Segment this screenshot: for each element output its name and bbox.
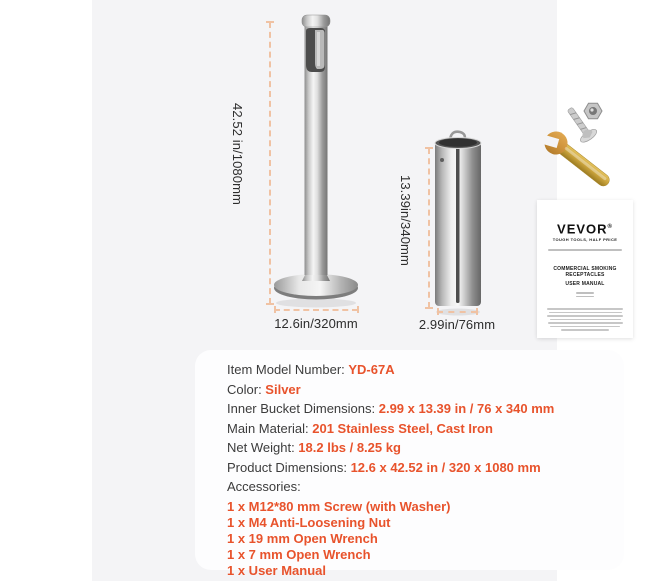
dim-tick <box>437 308 439 315</box>
manual-brand-logo: VEVOR® <box>557 221 613 237</box>
bucket-height-dim-line <box>428 148 430 308</box>
dim-tick <box>266 303 274 305</box>
manual-tagline: TOUGH TOOLS, HALF PRICE <box>552 237 618 243</box>
spec-label: Main Material: <box>227 420 313 436</box>
accessory-item: 1 x M4 Anti-Loosening Nut <box>227 514 391 530</box>
dim-tick <box>274 306 276 313</box>
accessories-list <box>227 499 608 579</box>
inner-bucket-image <box>430 126 486 318</box>
manual-title-line2: USER MANUAL <box>565 281 605 288</box>
bucket-height-label: 13.39in/340mm <box>398 175 413 266</box>
pole-base-dim-line <box>274 309 358 311</box>
manual-model-line <box>576 296 594 298</box>
spec-label: Item Model Number: <box>227 362 349 377</box>
spec-row-inner-bucket <box>227 399 608 419</box>
accessory-item: 1 x M12*80 mm Screw (with Washer) <box>227 498 451 514</box>
spec-label: Inner Bucket Dimensions: <box>227 401 379 416</box>
dim-tick <box>266 21 274 23</box>
wrench-icon <box>536 124 615 193</box>
spec-row-weight <box>227 438 608 458</box>
spec-value: 201 Stainless Steel, Cast Iron <box>312 420 493 436</box>
dim-tick <box>425 147 433 149</box>
spec-row-color <box>227 380 608 400</box>
spec-value: YD-67A <box>348 362 395 377</box>
spec-row-accessories-header <box>227 477 608 497</box>
spec-label: Color: <box>227 381 266 397</box>
accessory-tools-image <box>542 95 627 200</box>
bucket-width-label: 2.99in/76mm <box>418 317 496 332</box>
accessory-item: 1 x User Manual <box>227 562 326 578</box>
spec-row-dimensions <box>227 458 608 478</box>
manual-fine-print-line <box>548 249 622 251</box>
user-manual-image <box>537 200 633 338</box>
spec-value: 2.99 x 13.39 in / 76 x 340 mm <box>378 401 555 416</box>
stand-pole-image <box>271 15 361 313</box>
dim-tick <box>425 307 433 309</box>
spec-value: Silver <box>265 381 301 397</box>
accessory-item: 1 x 19 mm Open Wrench <box>227 530 378 546</box>
pole-base-width-label: 12.6in/320mm <box>274 316 358 331</box>
accessory-item: 1 x 7 mm Open Wrench <box>227 546 371 562</box>
pole-height-dim-line <box>269 22 271 304</box>
manual-title-line1: COMMERCIAL SMOKING RECEPTACLES <box>553 266 617 279</box>
dim-tick <box>476 308 478 315</box>
spec-row-material <box>227 419 608 439</box>
dim-tick <box>357 306 359 313</box>
pole-height-label: 42.52 in/1080mm <box>230 103 245 205</box>
spec-label: Product Dimensions: <box>227 459 351 475</box>
spec-value: 12.6 x 42.52 in / 320 x 1080 mm <box>350 459 541 475</box>
specifications-card <box>195 350 624 578</box>
content-column <box>92 0 618 581</box>
bucket-width-dim-line <box>437 311 477 313</box>
spec-row-model <box>227 360 608 380</box>
spec-value: 18.2 lbs / 8.25 kg <box>298 440 401 455</box>
manual-fine-print-block <box>537 308 633 331</box>
registered-mark: ® <box>607 224 613 230</box>
manual-model-line <box>576 292 594 294</box>
nut-icon <box>584 103 602 119</box>
spec-label: Accessories: <box>227 479 301 494</box>
spec-label: Net Weight: <box>227 440 299 455</box>
